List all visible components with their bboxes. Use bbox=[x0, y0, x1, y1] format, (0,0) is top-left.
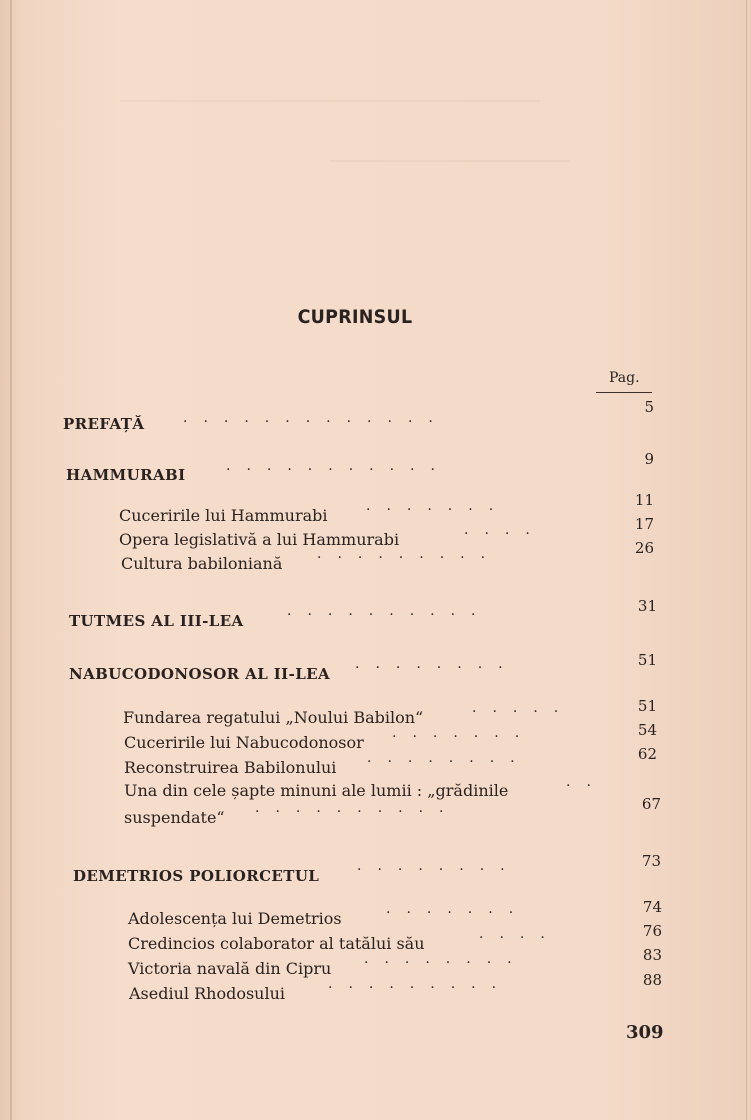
toc-section-prefata[interactable]: PREFAȚĂ bbox=[63, 415, 145, 433]
toc-page-number: 62 bbox=[637, 745, 657, 763]
toc-subentry[interactable]: Opera legislativă a lui Hammurabi bbox=[119, 530, 400, 549]
toc-page-number: 51 bbox=[637, 651, 657, 669]
leader-dots: ....... bbox=[366, 498, 510, 514]
toc-subentry[interactable]: Cultura babiloniană bbox=[121, 554, 283, 573]
toc-subentry[interactable]: Victoria navală din Cipru bbox=[128, 959, 332, 978]
page-column-rule bbox=[596, 392, 652, 393]
toc-section-hammurabi[interactable]: HAMMURABI bbox=[66, 466, 186, 484]
toc-section-tutmes[interactable]: TUTMES AL III-LEA bbox=[69, 612, 244, 630]
toc-page-number: 88 bbox=[642, 971, 662, 989]
toc-page-number: 73 bbox=[641, 852, 661, 870]
toc-subentry[interactable]: Fundarea regatului „Noului Babilon“ bbox=[123, 708, 424, 727]
toc-page-number: 83 bbox=[642, 946, 662, 964]
toc-page-number: 11 bbox=[634, 491, 654, 509]
toc-page-number: 5 bbox=[644, 398, 654, 416]
toc-title: CUPRINSUL bbox=[297, 306, 413, 328]
toc-subentry-continuation[interactable]: suspendate“ bbox=[124, 808, 225, 827]
leader-dots: .......... bbox=[255, 800, 460, 816]
leader-dots: ......... bbox=[328, 976, 513, 992]
leader-dots: ........ bbox=[355, 656, 519, 672]
leader-dots: ............. bbox=[183, 410, 449, 426]
toc-subentry[interactable]: Cuceririle lui Hammurabi bbox=[119, 506, 328, 525]
leader-dots: ....... bbox=[392, 725, 536, 741]
toc-subentry[interactable]: Asediul Rhodosului bbox=[129, 984, 286, 1003]
page-gutter-edge bbox=[10, 0, 12, 1120]
page-folio-number: 309 bbox=[626, 1022, 664, 1043]
toc-subentry[interactable]: Credincios colaborator al tatălui său bbox=[128, 934, 425, 953]
show-through-line bbox=[330, 160, 570, 162]
leader-dots: ....... bbox=[386, 901, 530, 917]
toc-page-number: 31 bbox=[637, 597, 657, 615]
show-through-line bbox=[120, 100, 540, 102]
toc-subentry[interactable]: Reconstruirea Babilonului bbox=[124, 758, 337, 777]
toc-page-number: 9 bbox=[644, 450, 654, 468]
leader-dots: ......... bbox=[317, 546, 502, 562]
toc-section-demetrios[interactable]: DEMETRIOS POLIORCETUL bbox=[73, 867, 320, 885]
toc-page-number: 51 bbox=[637, 697, 657, 715]
toc-subentry[interactable]: Adolescența lui Demetrios bbox=[128, 909, 342, 928]
leader-dots: ........ bbox=[367, 750, 531, 766]
toc-page-number: 26 bbox=[634, 539, 654, 557]
toc-subentry[interactable]: Cuceririle lui Nabucodonosor bbox=[124, 733, 364, 752]
toc-page-number: 17 bbox=[634, 515, 654, 533]
toc-page-number: 67 bbox=[641, 795, 661, 813]
toc-subentry[interactable]: Una din cele șapte minuni ale lumii : „grădinile bbox=[124, 781, 509, 800]
page-right-edge bbox=[746, 0, 747, 1120]
leader-dots: .... bbox=[479, 926, 561, 942]
leader-dots: .. bbox=[566, 774, 607, 790]
leader-dots: .......... bbox=[287, 603, 492, 619]
toc-page-number: 54 bbox=[637, 721, 657, 739]
toc-page-number: 74 bbox=[642, 898, 662, 916]
leader-dots: ........... bbox=[226, 458, 451, 474]
leader-dots: ........ bbox=[364, 951, 528, 967]
leader-dots: ........ bbox=[357, 858, 521, 874]
leader-dots: ..... bbox=[472, 700, 575, 716]
toc-page-number: 76 bbox=[642, 922, 662, 940]
page-column-label: Pag. bbox=[609, 370, 640, 386]
leader-dots: .... bbox=[464, 522, 546, 538]
toc-section-nabucodonosor[interactable]: NABUCODONOSOR AL II-LEA bbox=[69, 665, 331, 683]
